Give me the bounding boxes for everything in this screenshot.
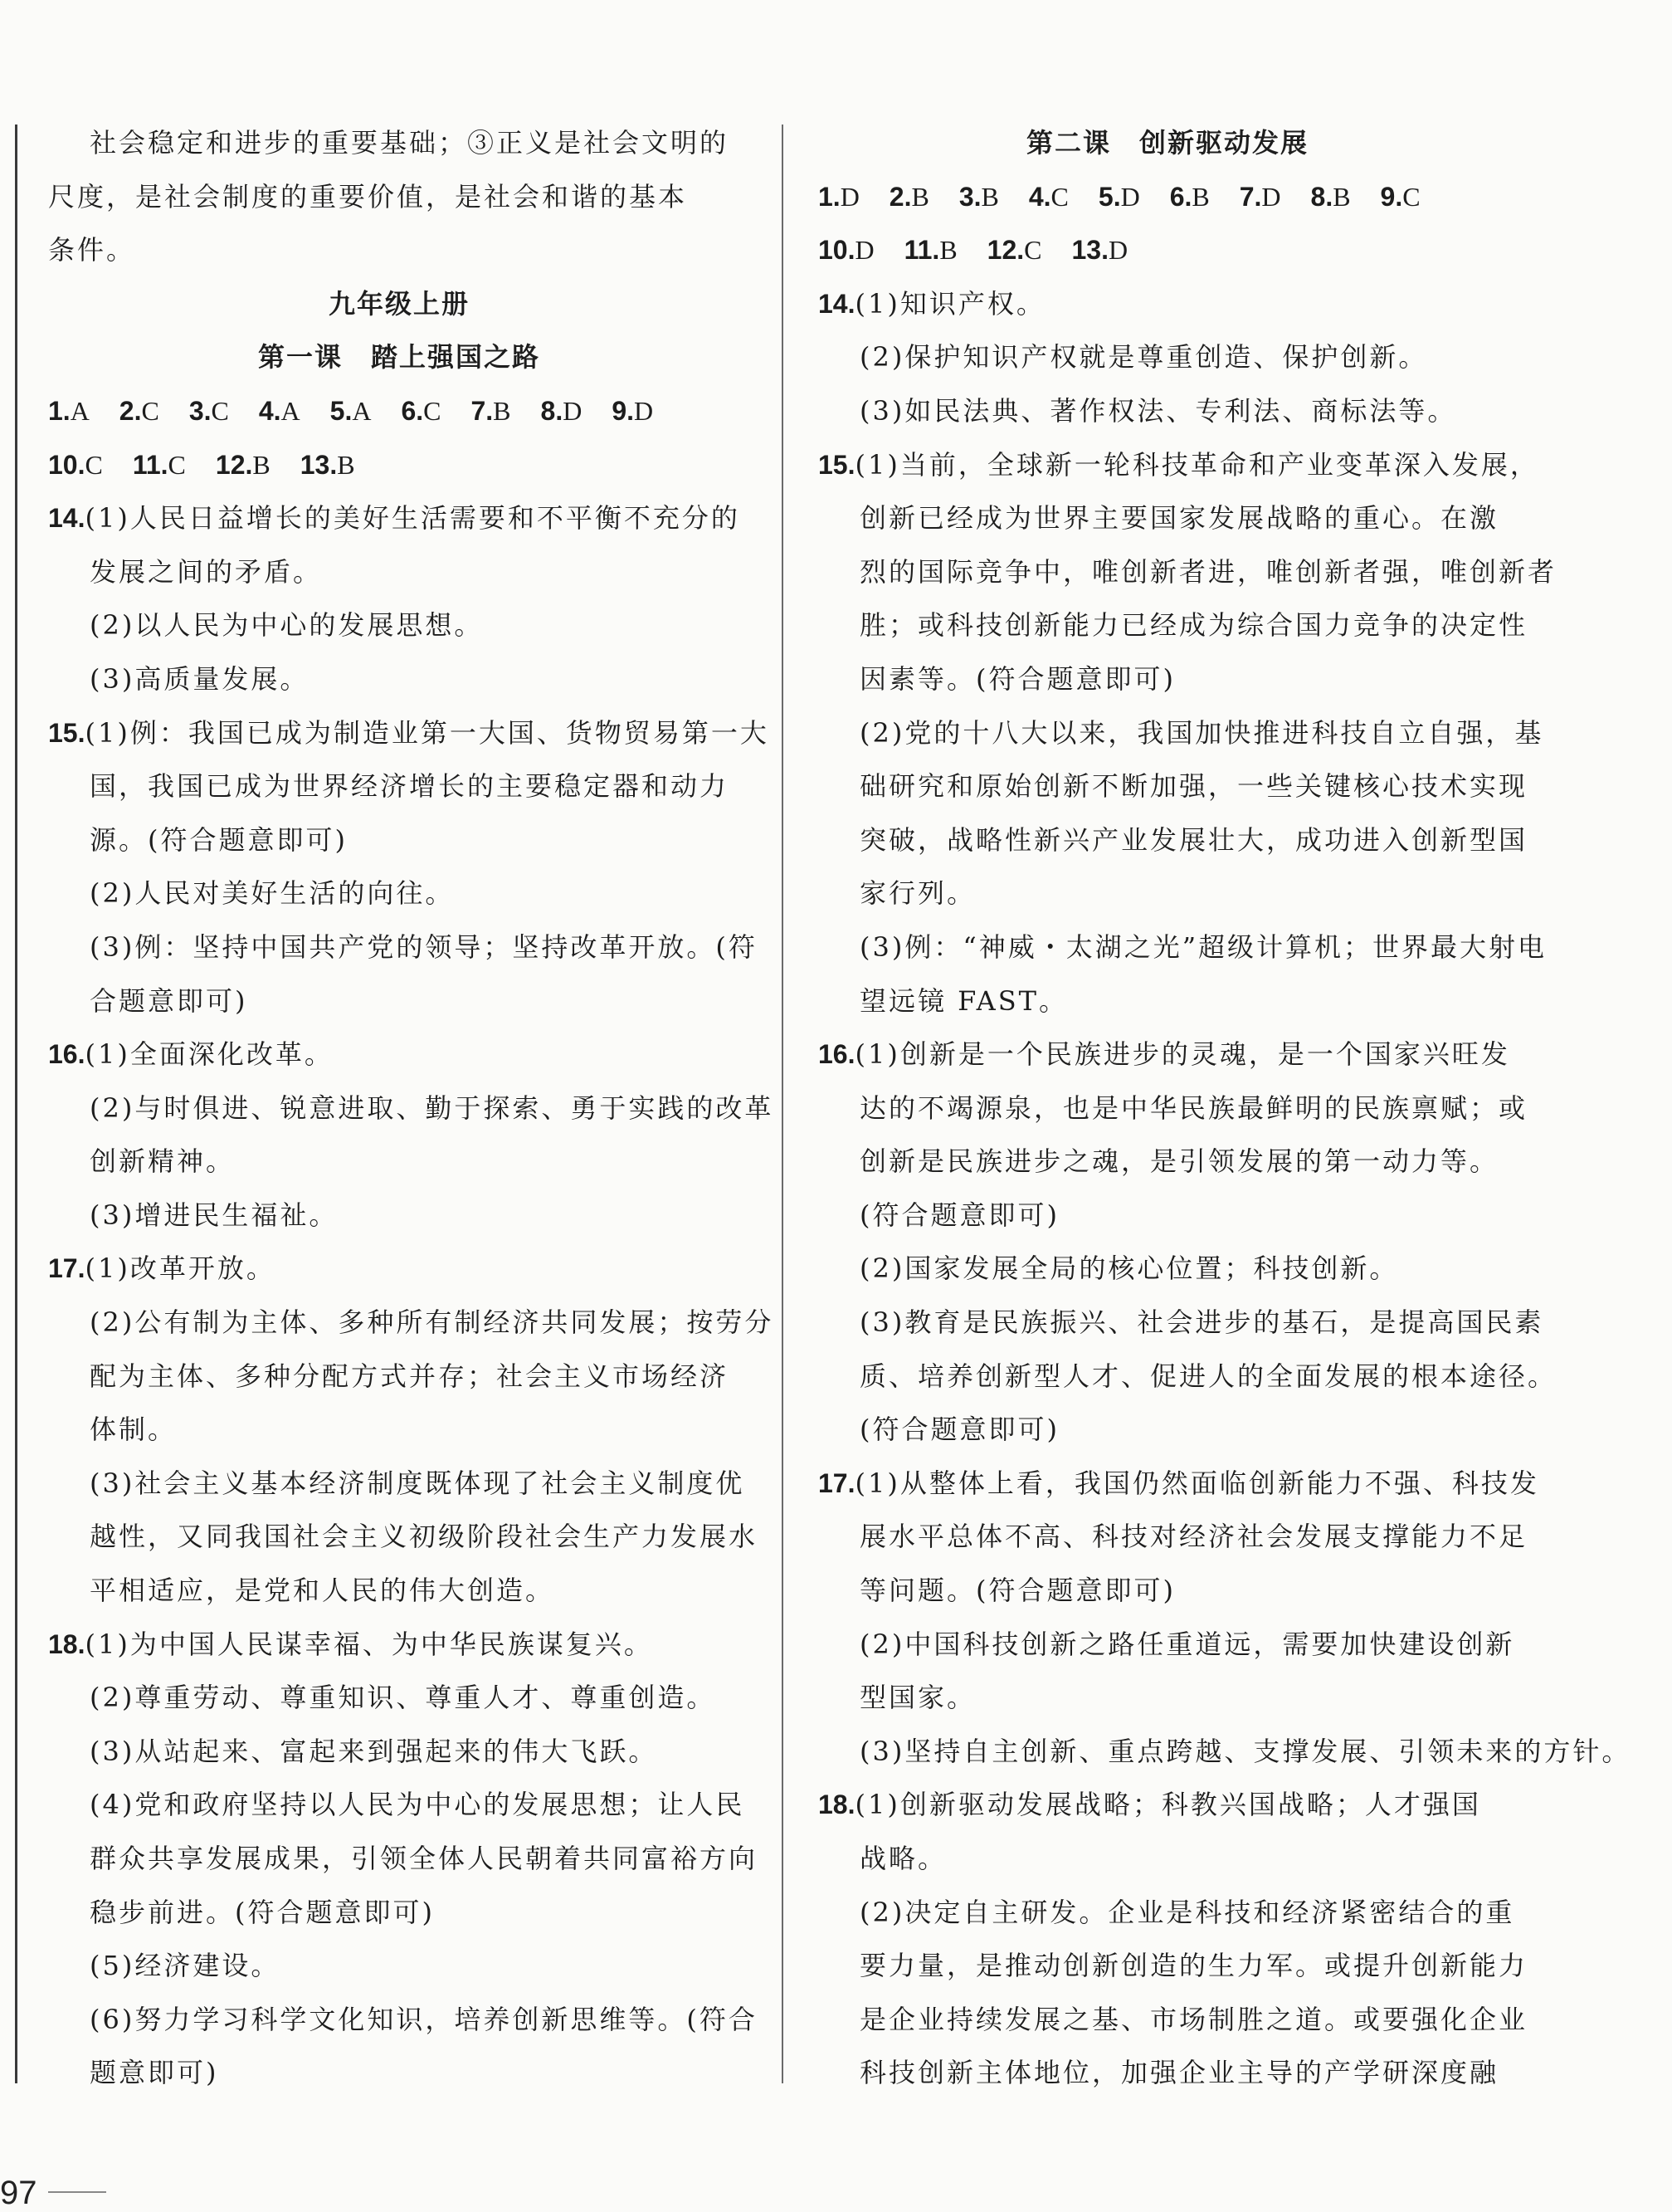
mcq-item: 11.B bbox=[904, 235, 958, 266]
page-number-rule bbox=[48, 2191, 106, 2193]
lesson-title: 第一课 踏上强国之路 bbox=[257, 341, 540, 374]
text-line: 质、培养创新型人才、促进人的全面发展的根本途径。 bbox=[860, 1360, 1557, 1392]
text-line: 战略。 bbox=[860, 1843, 948, 1874]
mcq-item: 7.D bbox=[1239, 181, 1281, 212]
text-line: (3)社会主义基本经济制度既体现了社会主义制度优 bbox=[90, 1467, 745, 1499]
text-line: 科技创新主体地位，加强企业主导的产学研深度融 bbox=[860, 2057, 1499, 2089]
mcq-item: 10.D bbox=[818, 235, 875, 266]
mcq-item: 6.C bbox=[401, 395, 441, 426]
text-line: 平相适应，是党和人民的伟大创造。 bbox=[90, 1575, 555, 1607]
question-number: 17. bbox=[48, 1253, 85, 1284]
text-line: (3)例：“神威・太湖之光”超级计算机；世界最大射电 bbox=[860, 930, 1548, 963]
question-number: 18. bbox=[818, 1790, 855, 1820]
text-line: 创新是民族进步之魂，是引领发展的第一动力等。 bbox=[860, 1145, 1499, 1178]
question-16-line: 16.(1)全面深化改革。 bbox=[48, 1038, 334, 1071]
mcq-item: 12.B bbox=[215, 449, 271, 480]
mcq-answer-row bbox=[48, 384, 750, 438]
question-number: 16. bbox=[818, 1039, 855, 1070]
text-line: (3)坚持自主创新、重点跨越、支撑发展、引领未来的方针。 bbox=[860, 1735, 1631, 1767]
text-line: (3)增进民生福祉。 bbox=[90, 1199, 339, 1231]
text-line: (3)高质量发展。 bbox=[90, 662, 310, 695]
text-line: (2)人民对美好生活的向往。 bbox=[90, 877, 455, 910]
text-line: (5)经济建设。 bbox=[90, 1950, 280, 1982]
text-line: 源。(符合题意即可) bbox=[90, 823, 348, 856]
text-line: 创新精神。 bbox=[90, 1145, 236, 1178]
mcq-item: 5.A bbox=[329, 395, 372, 426]
mcq-item: 13.D bbox=[1071, 235, 1128, 266]
mcq-item: 9.D bbox=[612, 395, 654, 426]
mcq-item: 3.B bbox=[958, 181, 999, 212]
text-line: (2)决定自主研发。企业是科技和经济紧密结合的重 bbox=[860, 1896, 1515, 1928]
question-14-line: 14.(1)人民日益增长的美好生活需要和不平衡不充分的 bbox=[48, 502, 740, 535]
mcq-item: 4.A bbox=[258, 395, 300, 426]
mcq-item: 8.B bbox=[1310, 181, 1351, 212]
question-15-line: 15.(1)例：我国已成为制造业第一大国、货物贸易第一大 bbox=[48, 716, 769, 749]
question-number: 14. bbox=[48, 503, 85, 534]
text-line: (2)保护知识产权就是尊重创造、保护创新。 bbox=[860, 341, 1428, 374]
text-line: 要力量，是推动创新创造的生力军。或提升创新能力 bbox=[860, 1950, 1528, 1982]
mcq-item: 9.C bbox=[1380, 181, 1421, 212]
mcq-answer-row bbox=[818, 223, 1517, 277]
text-line: (3)例：坚持中国共产党的领导；坚持改革开放。(符 bbox=[90, 930, 758, 963]
mcq-item: 11.C bbox=[132, 449, 186, 480]
mcq-item: 1.D bbox=[818, 181, 860, 212]
mcq-item: 1.A bbox=[48, 395, 90, 426]
left-column bbox=[48, 116, 774, 2100]
text-line: 展水平总体不高、科技对经济社会发展支撑能力不足 bbox=[860, 1521, 1528, 1553]
question-number: 15. bbox=[818, 449, 855, 480]
text-line: (符合题意即可) bbox=[860, 1414, 1060, 1446]
question-number: 14. bbox=[818, 288, 855, 319]
mcq-item: 12.C bbox=[987, 235, 1042, 266]
text-line: 达的不竭源泉，也是中华民族最鲜明的民族禀赋；或 bbox=[860, 1091, 1528, 1124]
mcq-item: 4.C bbox=[1028, 181, 1069, 212]
text-line: 合题意即可) bbox=[90, 984, 248, 1017]
question-number: 15. bbox=[48, 717, 85, 748]
text-line: (2)国家发展全局的核心位置；科技创新。 bbox=[860, 1252, 1399, 1285]
text-line: (2)党的十八大以来，我国加快推进科技自立自强，基 bbox=[860, 716, 1544, 749]
text-line: 发展之间的矛盾。 bbox=[90, 555, 323, 588]
mcq-item: 13.B bbox=[300, 449, 355, 480]
question-number: 16. bbox=[48, 1039, 85, 1070]
text-line: 体制。 bbox=[90, 1414, 178, 1446]
text-line: (2)公有制为主体、多种所有制经济共同发展；按劳分 bbox=[90, 1306, 774, 1339]
mcq-item: 8.D bbox=[540, 395, 583, 426]
mcq-item: 2.C bbox=[119, 395, 159, 426]
question-17-line: 17.(1)改革开放。 bbox=[48, 1252, 275, 1285]
text-line: 条件。 bbox=[48, 234, 136, 266]
text-line: (符合题意即可) bbox=[860, 1199, 1060, 1231]
text-line: 社会稳定和进步的重要基础；③正义是社会文明的 bbox=[90, 127, 729, 159]
text-line: (3)教育是民族振兴、社会进步的基石，是提高国民素 bbox=[860, 1306, 1544, 1339]
question-17-line: 17.(1)从整体上看，我国仍然面临创新能力不强、科技发 bbox=[818, 1467, 1539, 1499]
text-line: 稳步前进。(符合题意即可) bbox=[90, 1896, 435, 1928]
right-column bbox=[818, 116, 1631, 2100]
book-title: 九年级上册 bbox=[328, 287, 470, 320]
text-line: 等问题。(符合题意即可) bbox=[860, 1575, 1176, 1607]
text-line: 题意即可) bbox=[90, 2057, 219, 2089]
text-line: (6)努力学习科学文化知识，培养创新思维等。(符合 bbox=[90, 2003, 758, 2035]
question-14-line: 14.(1)知识产权。 bbox=[818, 287, 1046, 320]
text-line: (4)党和政府坚持以人民为中心的发展思想；让人民 bbox=[90, 1789, 745, 1821]
text-line: 尺度，是社会制度的重要价值，是社会和谐的基本 bbox=[48, 180, 688, 212]
question-15-line: 15.(1)当前，全球新一轮科技革命和产业变革深入发展， bbox=[818, 448, 1539, 481]
mcq-answer-row bbox=[818, 170, 1517, 224]
text-line: 胜；或科技创新能力已经成为综合国力竞争的决定性 bbox=[860, 609, 1528, 642]
left-margin-rule bbox=[15, 125, 17, 2083]
text-line: (2)与时俱进、锐意进取、勤于探索、勇于实践的改革 bbox=[90, 1091, 774, 1124]
column-divider bbox=[782, 125, 783, 2083]
mcq-item: 6.B bbox=[1169, 181, 1210, 212]
lesson-title: 第二课 创新驱动发展 bbox=[1026, 127, 1309, 159]
mcq-item: 10.C bbox=[48, 449, 103, 480]
mcq-item: 7.B bbox=[470, 395, 511, 426]
text-line: (2)中国科技创新之路任重道远，需要加快建设创新 bbox=[860, 1628, 1515, 1660]
text-line: 越性，又同我国社会主义初级阶段社会生产力发展水 bbox=[90, 1521, 758, 1553]
question-number: 17. bbox=[818, 1467, 855, 1498]
text-line: 国，我国已成为世界经济增长的主要稳定器和动力 bbox=[90, 770, 729, 803]
text-line: (3)如民法典、著作权法、专利法、商标法等。 bbox=[860, 394, 1457, 427]
text-line: 群众共享发展成果，引领全体人民朝着共同富裕方向 bbox=[90, 1843, 758, 1874]
question-16-line: 16.(1)创新是一个民族进步的灵魂，是一个国家兴旺发 bbox=[818, 1038, 1510, 1071]
text-line: 望远镜 FAST。 bbox=[860, 984, 1068, 1017]
question-number: 18. bbox=[48, 1628, 85, 1659]
text-line: 型国家。 bbox=[860, 1682, 977, 1714]
text-line: 创新已经成为世界主要国家发展战略的重心。在激 bbox=[860, 502, 1499, 535]
text-line: 因素等。(符合题意即可) bbox=[860, 662, 1176, 695]
text-line: (2)以人民为中心的发展思想。 bbox=[90, 609, 484, 642]
text-line: 家行列。 bbox=[860, 877, 977, 910]
text-line: (3)从站起来、富起来到强起来的伟大飞跃。 bbox=[90, 1735, 658, 1767]
text-line: 是企业持续发展之基、市场制胜之道。或要强化企业 bbox=[860, 2003, 1528, 2035]
text-line: 突破，战略性新兴产业发展壮大，成功进入创新型国 bbox=[860, 823, 1528, 856]
question-18-line: 18.(1)创新驱动发展战略；科教兴国战略；人才强国 bbox=[818, 1789, 1481, 1821]
question-18-line: 18.(1)为中国人民谋幸福、为中华民族谋复兴。 bbox=[48, 1628, 653, 1660]
mcq-item: 5.D bbox=[1098, 181, 1140, 212]
text-line: 配为主体、多种分配方式并存；社会主义市场经济 bbox=[90, 1360, 729, 1392]
text-line: 础研究和原始创新不断加强，一些关键核心技术实现 bbox=[860, 770, 1528, 803]
text-line: (2)尊重劳动、尊重知识、尊重人才、尊重创造。 bbox=[90, 1682, 716, 1714]
mcq-item: 3.C bbox=[188, 395, 229, 426]
text-line: 烈的国际竞争中，唯创新者进，唯创新者强，唯创新者 bbox=[860, 555, 1557, 588]
page-number: 97 bbox=[0, 2175, 37, 2211]
mcq-item: 2.B bbox=[889, 181, 929, 212]
mcq-answer-row bbox=[48, 438, 750, 492]
